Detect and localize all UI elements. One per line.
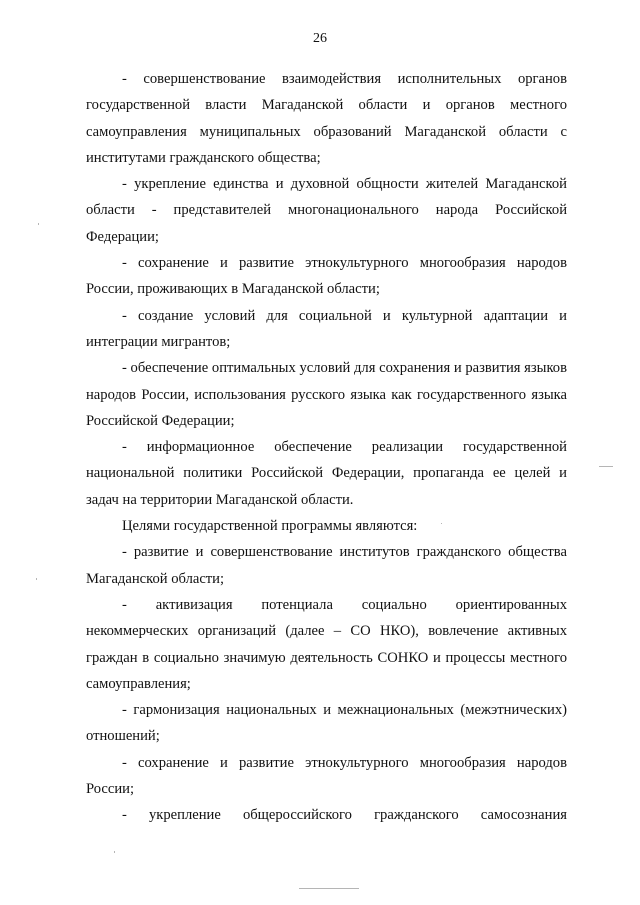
scan-speck (36, 578, 37, 580)
paragraph-migrant-adaptation: - создание условий для социальной и культурной адаптации и интеграции мигрантов; (86, 307, 567, 350)
paragraph-information-support: - информационное обеспечение реализации государственной национальной политики Российской Федерации, пропаганда ее целей и задач на территории Магаданской области. (86, 439, 567, 508)
paragraph-civic-identity: - укрепление общероссийского гражданского самосознания (122, 807, 567, 824)
paragraph-diversity-preservation: - сохранение и развитие этнокультурного многообразия народов России; (86, 754, 567, 798)
scan-speck (38, 223, 39, 225)
paragraph-interaction-institutions: - совершенствование взаимодействия исполнительных органов государственной власти Магаданской области и органов местного самоуправления муниципальных образований Магаданской области с институтами гражданского общества; (86, 71, 567, 166)
paragraph-unity-residents: - укрепление единства и духовной общности жителей Магаданской области - представителей многонационального народа Российской Федерации; (86, 176, 567, 245)
scan-speck (114, 851, 115, 853)
paragraph-languages: - обеспечение оптимальных условий для сохранения и развития языков народов России, использования русского языка как государственного языка Российской Федерации; (86, 360, 567, 429)
document-body (86, 66, 567, 829)
paragraph-ethnocultural-diversity: - сохранение и развитие этнокультурного многообразия народов России, проживающих в Магаданской области; (86, 255, 567, 298)
scan-speck (599, 466, 613, 467)
paragraph-civil-society: - развитие и совершенствование институтов гражданского общества Магаданской области; (86, 544, 567, 587)
paragraph-goals-heading: Целями государственной программы являются: (122, 518, 418, 535)
page-number: 26 (313, 31, 327, 46)
paragraph-nko-activation: - активизация потенциала социально ориентированных некоммерческих организаций (далее – СО НКО), вовлечение активных граждан в социально значимую деятельность СОНКО и процессы местного самоуправления; (86, 596, 567, 692)
scan-speck (299, 888, 359, 889)
paragraph-harmonization: - гармонизация национальных и межнациональных (межэтнических) отношений; (86, 702, 567, 745)
scan-speck (441, 523, 442, 524)
